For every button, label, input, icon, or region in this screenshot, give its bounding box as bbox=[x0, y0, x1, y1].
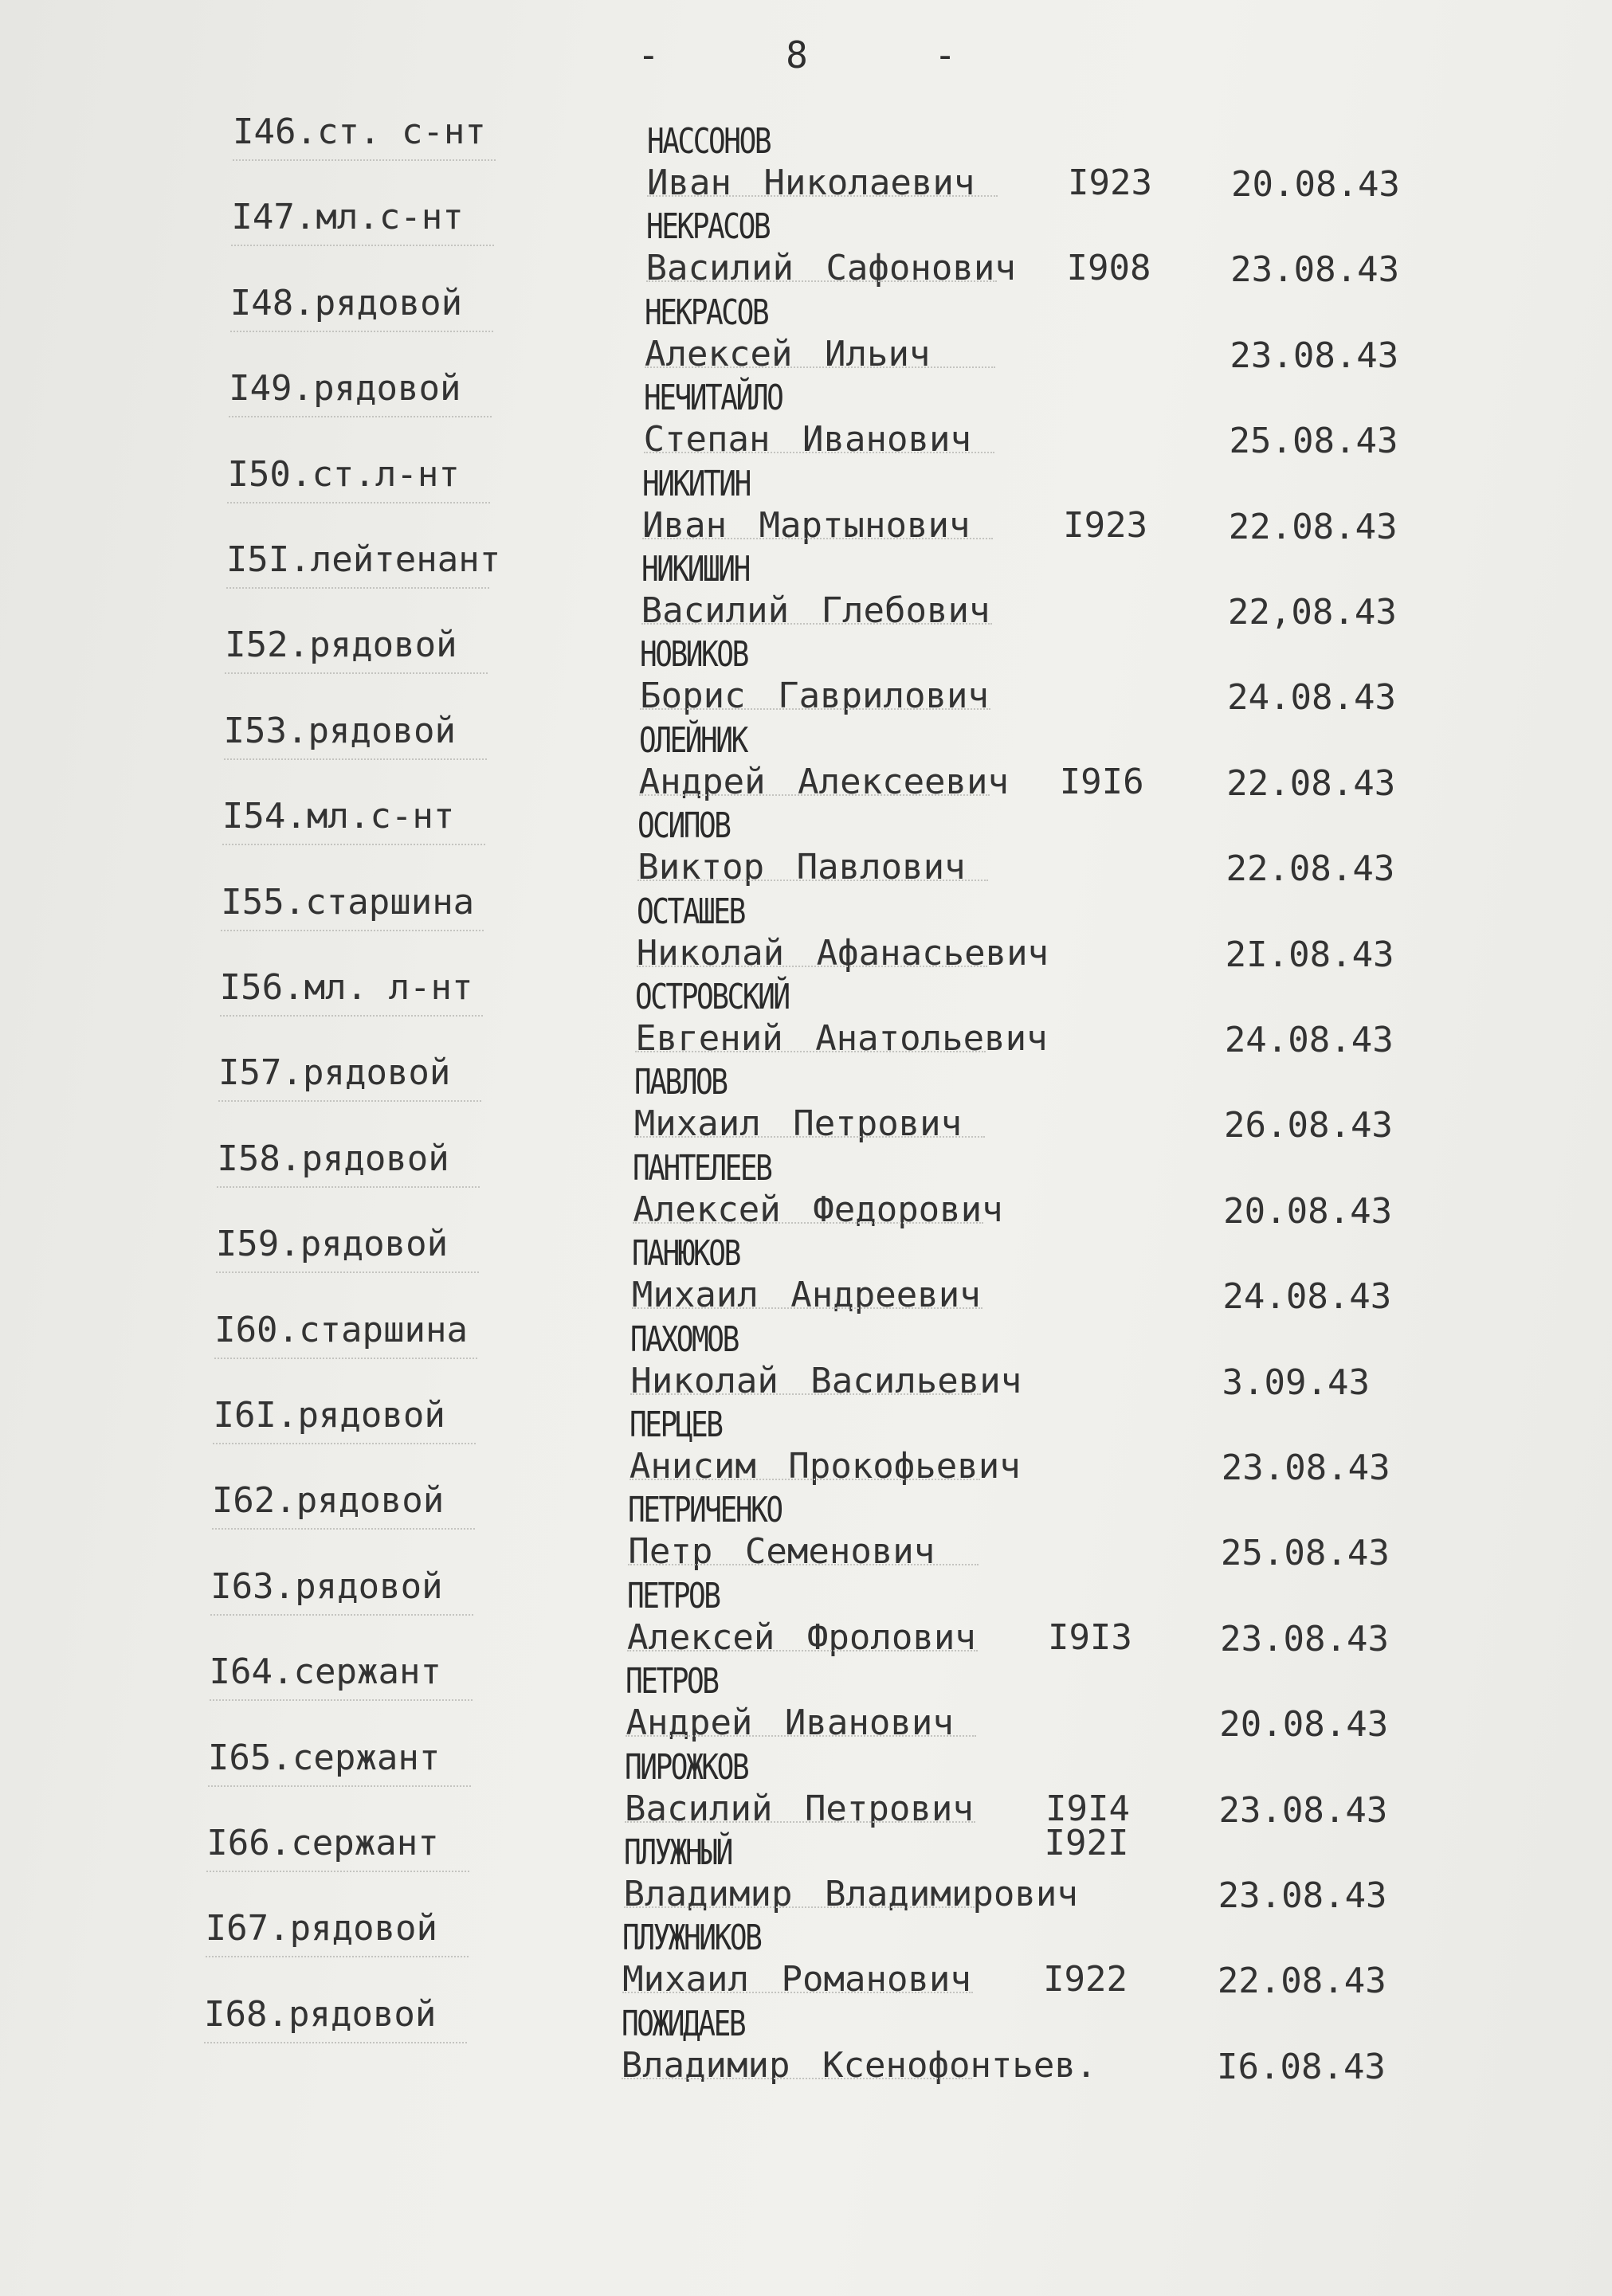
entry-number-rank bbox=[222, 796, 454, 837]
list-item bbox=[0, 1309, 1612, 1403]
surname: ОСИПОВ bbox=[637, 805, 730, 847]
dotted-rule bbox=[214, 1358, 477, 1359]
list-item bbox=[0, 1395, 1612, 1488]
given-name-patronymic: Николай Афанасьевич bbox=[636, 932, 1049, 974]
page-number-header bbox=[637, 33, 956, 76]
military-rank: сержант bbox=[291, 1823, 439, 1863]
list-item bbox=[0, 1480, 1612, 1574]
given-name-patronymic: Степан Иванович bbox=[643, 419, 971, 460]
given-name-patronymic: Владимир Владимирович bbox=[623, 1874, 1078, 1914]
military-rank: мл.с-нт bbox=[316, 197, 464, 238]
list-item bbox=[0, 1908, 1612, 2002]
military-rank: ст.л-нт bbox=[312, 453, 460, 495]
entry-number-separator: . bbox=[293, 282, 315, 323]
page-number: 8 bbox=[786, 33, 808, 76]
entry-number-separator: . bbox=[287, 710, 308, 751]
surname: ОСТАШЕВ bbox=[636, 891, 744, 932]
given-name-patronymic: Иван Мартынович bbox=[642, 504, 971, 546]
given-name-patronymic: Анисим Прокофьевич bbox=[629, 1446, 1021, 1487]
dotted-rule bbox=[204, 2042, 467, 2043]
surname: НЕЧИТАЙЛО bbox=[643, 378, 782, 419]
entry-number: I58 bbox=[217, 1138, 280, 1179]
list-item bbox=[0, 197, 1612, 291]
entry-number-rank bbox=[231, 197, 463, 237]
entry-number-rank bbox=[226, 539, 500, 580]
dotted-rule bbox=[220, 1015, 483, 1017]
entry-number-separator: . bbox=[285, 796, 307, 837]
surname: НЕКРАСОВ bbox=[645, 206, 769, 248]
given-name-patronymic: Евгений Анатольевич bbox=[635, 1018, 1048, 1059]
given-name-patronymic: Андрей Алексеевич bbox=[638, 761, 1010, 802]
date: 22,08.43 bbox=[1227, 592, 1397, 633]
dotted-rule bbox=[224, 758, 487, 760]
dotted-rule bbox=[210, 1699, 473, 1701]
military-rank: рядовой bbox=[313, 368, 461, 409]
military-rank: рядовой bbox=[308, 710, 456, 751]
entry-number-rank bbox=[217, 1138, 449, 1179]
entry-number-separator: . bbox=[279, 1224, 300, 1265]
given-name-patronymic: Владимир Ксенофонтьев. bbox=[621, 2044, 1097, 2086]
surname: ОЛЕЙНИК bbox=[638, 719, 747, 761]
military-rank: рядовой bbox=[302, 1052, 451, 1094]
entry-number: I56 bbox=[219, 967, 284, 1008]
date: 20.08.43 bbox=[1231, 164, 1400, 205]
entry-number-separator: . bbox=[273, 1565, 296, 1607]
dotted-rule bbox=[218, 1100, 481, 1102]
surname: НОВИКОВ bbox=[640, 634, 747, 676]
entry-number-rank bbox=[227, 454, 459, 495]
dotted-rule bbox=[208, 1785, 471, 1787]
date: I6.08.43 bbox=[1217, 2046, 1386, 2087]
entry-number: I57 bbox=[218, 1052, 282, 1094]
surname: ПАНЮКОВ bbox=[631, 1233, 739, 1275]
given-name-patronymic: Борис Гаврилович bbox=[640, 676, 989, 717]
surname: ПАВЛОВ bbox=[633, 1062, 727, 1103]
birth-year: I9I4 bbox=[1045, 1788, 1130, 1829]
list-item bbox=[0, 967, 1612, 1060]
military-rank: старшина bbox=[305, 881, 475, 923]
date: 22.08.43 bbox=[1226, 848, 1395, 890]
entry-number-rank bbox=[229, 368, 461, 409]
military-rank: рядовой bbox=[296, 1480, 445, 1522]
list-item bbox=[0, 710, 1612, 804]
date: 26.08.43 bbox=[1224, 1105, 1393, 1146]
military-rank: рядовой bbox=[309, 625, 457, 666]
entry-number-separator: . bbox=[267, 1993, 288, 2035]
entry-number: I62 bbox=[211, 1480, 276, 1522]
entry-number-separator: . bbox=[296, 112, 317, 152]
list-item bbox=[0, 1993, 1612, 2087]
military-rank: рядовой bbox=[314, 282, 463, 323]
dotted-rule bbox=[229, 416, 492, 417]
entry-number: I60 bbox=[214, 1309, 278, 1350]
entry-number: I66 bbox=[206, 1823, 270, 1863]
given-name-patronymic: Михаил Андреевич bbox=[631, 1275, 981, 1316]
entry-number: I55 bbox=[221, 881, 284, 923]
entry-number-rank bbox=[230, 283, 462, 323]
list-item bbox=[0, 881, 1612, 975]
entry-number-rank bbox=[213, 1395, 445, 1436]
military-rank: ст. с-нт bbox=[316, 112, 486, 152]
list-item bbox=[0, 1737, 1612, 1831]
surname: НИКИТИН bbox=[642, 463, 750, 504]
list-item bbox=[0, 282, 1612, 376]
entry-number: I63 bbox=[210, 1565, 274, 1607]
list-item bbox=[0, 1565, 1612, 1659]
date: 23.08.43 bbox=[1230, 335, 1399, 376]
surname: ПЕРЦЕВ bbox=[629, 1405, 722, 1445]
entry-number-rank bbox=[224, 711, 456, 751]
given-name-patronymic: Михаил Петрович bbox=[633, 1103, 963, 1145]
birth-year: I9I6 bbox=[1059, 761, 1144, 802]
entry-number-rank bbox=[221, 882, 474, 923]
birth-year: I922 bbox=[1043, 1959, 1128, 2000]
date: 24.08.43 bbox=[1222, 1276, 1392, 1318]
military-rank: мл. л-нт bbox=[304, 967, 473, 1008]
birth-year: I92I bbox=[1044, 1823, 1129, 1863]
date: 22.08.43 bbox=[1228, 506, 1398, 547]
entry-number-rank bbox=[220, 967, 473, 1008]
entry-number-rank bbox=[225, 625, 457, 665]
entry-number: I54 bbox=[222, 796, 286, 837]
entry-number-separator: . bbox=[284, 881, 306, 923]
entry-number-rank bbox=[214, 1310, 468, 1350]
given-name-patronymic: Василий Сафонович bbox=[645, 248, 1016, 289]
birth-year: I9I3 bbox=[1047, 1616, 1132, 1658]
dotted-rule bbox=[622, 2078, 972, 2079]
given-name-patronymic: Алексей Ильич bbox=[645, 333, 931, 374]
entry-number-separator: . bbox=[275, 1480, 296, 1522]
page-number-dash-left: - bbox=[637, 33, 660, 76]
military-rank: рядовой bbox=[301, 1138, 449, 1179]
surname: ПИРОЖКОВ bbox=[625, 1746, 748, 1788]
entry-number: I46 bbox=[233, 112, 296, 152]
birth-year: I908 bbox=[1066, 248, 1151, 289]
list-item bbox=[0, 1052, 1612, 1146]
given-name-patronymic: Василий Глебович bbox=[641, 590, 990, 631]
surname: ОСТРОВСКИЙ bbox=[635, 977, 789, 1017]
entry-number: I48 bbox=[229, 282, 294, 323]
military-rank: старшина bbox=[299, 1309, 468, 1350]
entry-number-rank bbox=[212, 1480, 444, 1521]
entry-number-rank bbox=[218, 1052, 450, 1093]
entry-number-rank bbox=[216, 1224, 448, 1264]
entry-number: I67 bbox=[205, 1908, 269, 1949]
date: 20.08.43 bbox=[1219, 1704, 1389, 1746]
dotted-rule bbox=[226, 587, 489, 589]
entry-number-separator: . bbox=[269, 1823, 292, 1863]
date: 23.08.43 bbox=[1230, 249, 1400, 291]
dotted-rule bbox=[206, 1871, 469, 1872]
entry-number-rank bbox=[206, 1908, 437, 1949]
surname: ПАХОМОВ bbox=[630, 1318, 739, 1360]
dotted-rule bbox=[216, 1271, 479, 1273]
entry-number-separator: . bbox=[290, 453, 312, 495]
entry-number-separator: . bbox=[277, 1309, 300, 1350]
dotted-rule bbox=[233, 159, 496, 161]
date: 25.08.43 bbox=[1220, 1533, 1390, 1574]
entry-number-separator: . bbox=[294, 197, 316, 238]
entry-number: I50 bbox=[227, 453, 291, 495]
entry-number: I59 bbox=[215, 1224, 280, 1265]
entry-number: I68 bbox=[204, 1993, 268, 2035]
date: 23.08.43 bbox=[1218, 1789, 1388, 1831]
given-name-patronymic: Алексей Федорович bbox=[633, 1189, 1003, 1230]
dotted-rule bbox=[217, 1186, 480, 1188]
dotted-rule bbox=[212, 1528, 475, 1530]
military-rank: рядовой bbox=[289, 1908, 438, 1949]
entry-number: I65 bbox=[207, 1737, 272, 1778]
date: 23.08.43 bbox=[1220, 1618, 1389, 1659]
entry-number-rank bbox=[233, 112, 486, 152]
entry-number-rank bbox=[204, 1994, 436, 2035]
entry-number-separator: . bbox=[288, 625, 310, 666]
date: 25.08.43 bbox=[1229, 421, 1398, 462]
date: 22.08.43 bbox=[1217, 1961, 1386, 2002]
surname: ПАНТЕЛЕЕВ bbox=[633, 1147, 771, 1189]
list-item bbox=[0, 1138, 1612, 1232]
list-item bbox=[0, 368, 1612, 462]
list-item bbox=[0, 625, 1612, 719]
entry-number: I49 bbox=[229, 368, 292, 409]
dotted-rule bbox=[222, 844, 485, 845]
date: 23.08.43 bbox=[1218, 1875, 1387, 1916]
entry-number: I5I bbox=[226, 539, 290, 580]
surname: ПОЖИДАЕВ bbox=[621, 2003, 744, 2044]
entry-number-separator: . bbox=[276, 1395, 298, 1436]
dotted-rule bbox=[221, 930, 484, 931]
surname: ПЕТРОВ bbox=[626, 1575, 720, 1616]
dotted-rule bbox=[213, 1443, 476, 1444]
page-number-dash-right: - bbox=[934, 33, 956, 76]
given-name-patronymic: Михаил Романович bbox=[622, 1959, 971, 2000]
entry-number: I47 bbox=[231, 197, 295, 238]
entry-number-separator: . bbox=[289, 539, 311, 580]
dotted-rule bbox=[206, 1956, 469, 1957]
list-item bbox=[0, 1224, 1612, 1318]
military-rank: рядовой bbox=[295, 1565, 443, 1607]
surname: НЕКРАСОВ bbox=[645, 292, 768, 333]
list-item bbox=[0, 1823, 1612, 1916]
entry-number-separator: . bbox=[271, 1737, 292, 1778]
military-rank: рядовой bbox=[297, 1395, 445, 1436]
military-rank: лейтенант bbox=[310, 539, 501, 580]
military-rank: мл.с-нт bbox=[306, 796, 455, 837]
military-rank: рядовой bbox=[288, 1993, 437, 2035]
dotted-rule bbox=[231, 245, 494, 246]
surname: НАССОНОВ bbox=[647, 121, 771, 162]
entry-number-separator: . bbox=[273, 1651, 294, 1693]
entry-number: I6I bbox=[213, 1395, 277, 1436]
date: 23.08.43 bbox=[1221, 1448, 1390, 1488]
list-item bbox=[0, 453, 1612, 547]
given-name-patronymic: Иван Николаевич bbox=[647, 163, 975, 203]
date: 24.08.43 bbox=[1227, 677, 1396, 719]
given-name-patronymic: Василий Петрович bbox=[625, 1788, 974, 1829]
surname: ПЕТРОВ bbox=[626, 1661, 719, 1702]
surname: ПЕТРИЧЕНКО bbox=[628, 1490, 782, 1531]
entry-number-rank bbox=[210, 1566, 442, 1607]
entry-number: I53 bbox=[223, 710, 288, 751]
entry-number-separator: . bbox=[283, 967, 304, 1008]
given-name-patronymic: Николай Васильевич bbox=[630, 1360, 1022, 1401]
surname: НИКИШИН bbox=[641, 549, 749, 590]
entry-number-rank bbox=[210, 1651, 441, 1692]
given-name-patronymic: Виктор Павлович bbox=[637, 847, 966, 888]
birth-year: I923 bbox=[1063, 504, 1148, 546]
dotted-rule bbox=[210, 1614, 473, 1616]
entry-number-rank bbox=[208, 1738, 440, 1778]
entry-number-separator: . bbox=[269, 1908, 290, 1949]
entry-number-separator: . bbox=[281, 1052, 303, 1094]
entry-number: I64 bbox=[209, 1651, 273, 1693]
given-name-patronymic: Петр Семенович bbox=[628, 1531, 935, 1573]
list-item bbox=[0, 796, 1612, 890]
birth-year: I923 bbox=[1068, 163, 1152, 203]
entry-number-rank bbox=[206, 1823, 438, 1863]
entry-number-separator: . bbox=[292, 368, 314, 409]
dotted-rule bbox=[230, 331, 493, 332]
list-item bbox=[0, 1651, 1612, 1746]
date: 24.08.43 bbox=[1224, 1020, 1394, 1060]
list-item bbox=[0, 539, 1612, 633]
date: 3.09.43 bbox=[1222, 1362, 1370, 1403]
entry-number-separator: . bbox=[280, 1138, 302, 1179]
list-item bbox=[0, 112, 1612, 205]
surname: ПЛУЖНЫЙ bbox=[623, 1832, 731, 1873]
given-name-patronymic: Алексей Фролович bbox=[626, 1616, 976, 1658]
date: 2I.08.43 bbox=[1225, 934, 1394, 975]
military-rank: рядовой bbox=[300, 1224, 449, 1265]
given-name-patronymic: Андрей Иванович bbox=[626, 1702, 954, 1744]
surname: ПЛУЖНИКОВ bbox=[622, 1918, 761, 1959]
dotted-rule bbox=[227, 502, 490, 503]
date: 22.08.43 bbox=[1226, 762, 1396, 804]
date: 20.08.43 bbox=[1223, 1190, 1393, 1232]
military-rank: сержант bbox=[292, 1737, 441, 1778]
entry-number: I52 bbox=[225, 625, 288, 666]
dotted-rule bbox=[225, 672, 488, 674]
military-rank: сержант bbox=[293, 1651, 441, 1693]
